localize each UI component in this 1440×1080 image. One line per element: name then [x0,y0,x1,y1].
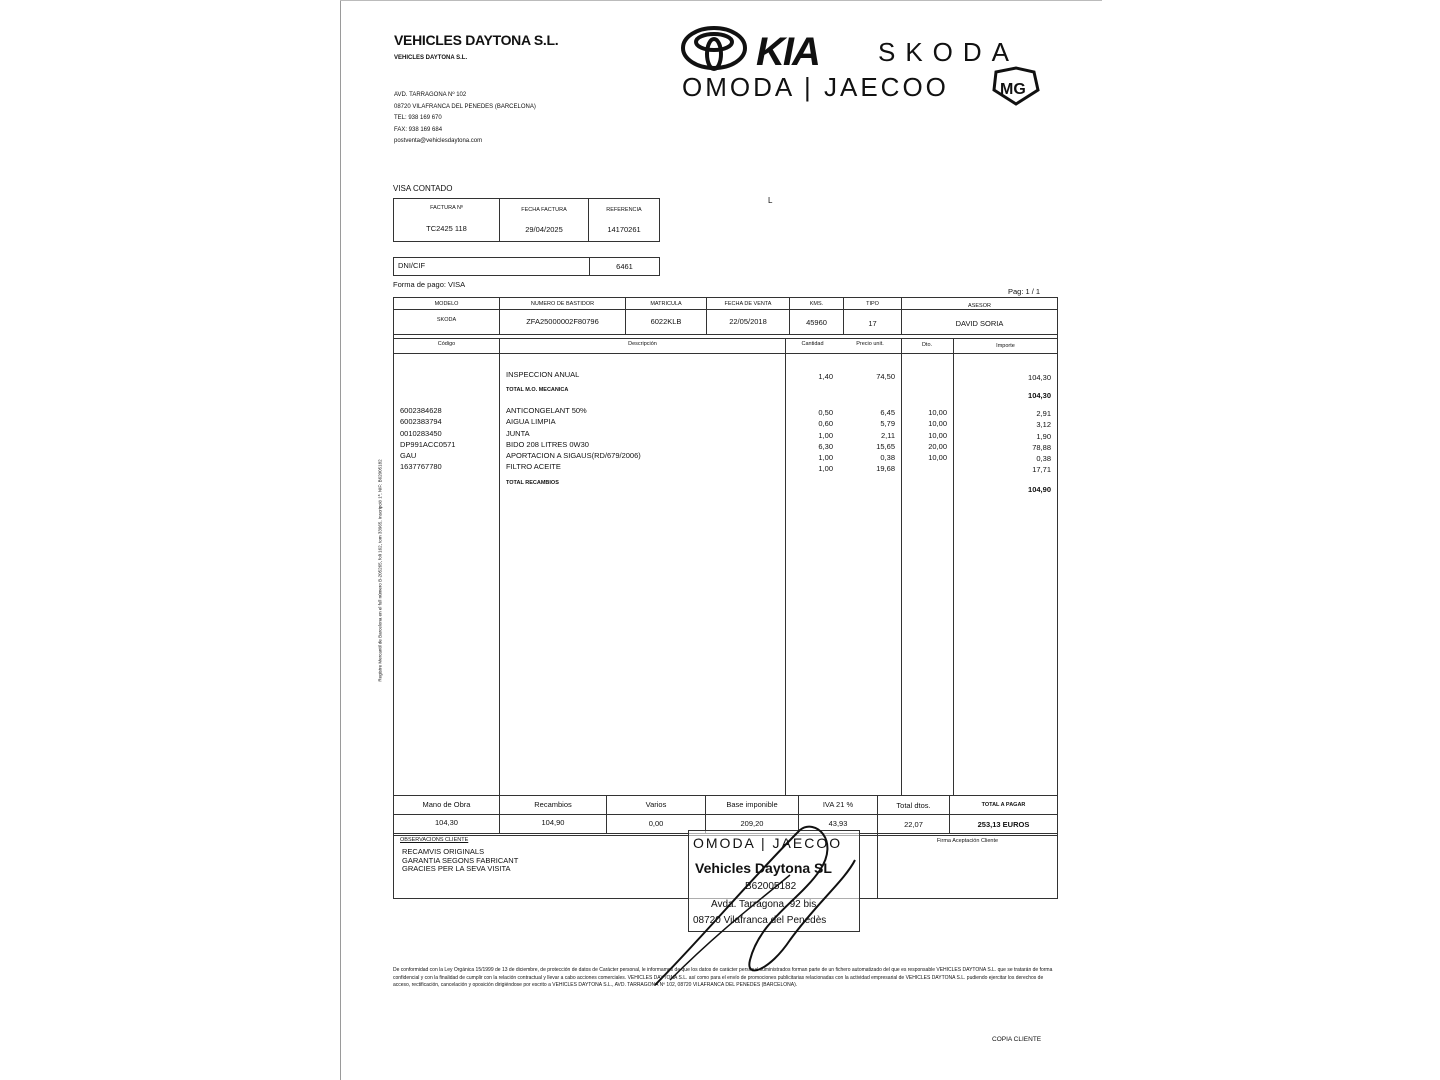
part-code: DP991ACC0571 [400,439,456,449]
part-price: 19,68 [876,464,895,474]
signature-scribble [640,820,880,990]
invoice-number: TC2425 118 [426,224,467,233]
stray-mark: L [768,196,773,205]
part-price: 2,11 [880,430,895,440]
part-description: AIGUA LIMPIA [506,417,556,427]
col-discount-header: Dto. [921,342,933,348]
kia-logo: KIA [756,30,819,74]
page-number: Pag: 1 / 1 [1008,287,1041,296]
dni-value: 6461 [616,262,633,271]
dni-label: DNI/CIF [398,261,426,270]
notes-lines [402,848,518,874]
labor-amount: 104,30 [1028,373,1051,382]
copy-label: COPIA CLIENTE [992,1036,1042,1043]
reference-label: REFERENCIA [606,207,642,213]
part-code: GAU [400,451,417,461]
total-parts-label: Recambios [534,800,572,809]
reference-number: 14170261 [607,225,641,234]
total-to-pay-label: TOTAL A PAGAR [981,802,1026,808]
parts-amounts [954,408,1051,476]
part-discount: 10,00 [928,419,947,429]
parts-prices [840,407,895,475]
total-labor-label: Mano de Obra [422,800,471,809]
signature-label: Firma Aceptación Cliente [936,838,999,844]
part-code: 1637767780 [400,462,442,472]
part-amount: 3,12 [1036,420,1051,430]
part-qty: 1,00 [818,453,833,463]
labor-price: 74,50 [876,372,895,381]
part-amount: 2,91 [1036,409,1051,418]
privacy-notice: De conformidad con la Ley Orgánica 15/1999 de 13 de diciembre, de protección de datos de Carácter personal, le informamos de que los datos de carácter personal suministrados forman parte de un fichero automatizado del que es responsable VEHICLES DAYTONA S.L. que se tratarán de forma confidencial y con la finalidad de cumplir con la relación contractual y llevar a cabo acciones comerciales. VEHICLES DAYTONA S.L. así como para el envío de promociones publicitarias relacionadas con la actividad empresarial de VEHICLES DAYTONA S.L. pudiendo ejercitar los derechos de acceso, rectificación, cancelación y oposición dirigiéndose por escrito a VEHICLES DAYTONA S.L., AVD. TARRAGONA Nº 102, 08720 VILAFRANCA DEL PENEDES (BARCELONA). [393,967,1053,988]
part-price: 6,45 [880,408,895,417]
part-discount: 10,00 [928,453,947,463]
part-price: 15,65 [876,441,895,451]
part-amount: 0,38 [1036,454,1051,464]
part-discount: 10,00 [928,430,947,440]
company-name: VEHICLES DAYTONA S.L. [394,32,559,48]
part-amount: 1,90 [1036,431,1051,441]
parts-discounts [904,407,947,463]
vehicle-advisor: DAVID SORIA [955,319,1004,328]
part-code: 6002383794 [400,417,442,427]
part-amount: 78,88 [1032,442,1051,452]
labor-total: 104,30 [1028,391,1051,400]
part-description: FILTRO ACEITE [506,462,561,472]
col-description-header: Descripción [628,341,657,347]
parts-codes [400,405,455,473]
address-line: AVD. TARRAGONA Nº 102 [394,92,467,98]
part-amount: 17,71 [1032,465,1051,475]
col-amount-header: Importe [996,343,1015,349]
vat-label: IVA 21 % [822,800,854,809]
total-discount-label: Total dtos. [896,801,931,810]
vehicle-model-label: MODELO [434,301,459,307]
page-top-edge [340,0,1102,1]
vat-amount: 43,93 [828,819,848,828]
notes-line: GARANTIA SEGONS FABRICANT [402,855,519,865]
skoda-logo: SKODA [878,37,1020,67]
part-description: ANTICONGELANT 50% [506,406,587,415]
invoice-date: 29/04/2025 [525,225,563,234]
invoice-date-label: FECHA FACTURA [521,207,567,213]
brand-logos [680,24,1052,106]
col-quantity-header: Cantidad [801,341,824,347]
vehicle-plate: 6022KLB [650,317,682,326]
parts-quantities [789,407,833,475]
part-qty: 1,00 [818,464,833,474]
vehicle-model: SKODA [436,317,457,323]
vehicle-vin-label: NUMERO DE BASTIDOR [530,301,595,307]
vehicle-advisor-label: ASESOR [968,303,991,309]
part-qty: 0,50 [818,408,833,417]
stamp-street: Avda. Tarragona, 92 bis [711,899,817,910]
labor-total-label: TOTAL M.O. MECANICA [506,387,569,393]
tax-base: 209,20 [740,819,764,828]
vehicle-type-label: TIPO [866,301,879,307]
invoice-table [393,297,1058,836]
mg-logo-text: MG [1000,81,1026,98]
notes-line: GRACIES PER LA SEVA VISITA [402,864,511,873]
col-code-header: Código [437,341,456,347]
address-line: FAX: 938 169 684 [394,126,443,133]
part-price: 5,79 [880,419,895,429]
vehicle-sale-date-label: FECHA DE VENTA [724,301,772,307]
parts-descriptions [506,405,641,473]
total-misc-label: Varios [645,800,667,809]
part-description: APORTACION A SIGAUS(RD/679/2006) [506,451,641,461]
address-line: postventa@vehiclesdaytona.com [394,138,483,144]
registry-note: Registre Mercantil de Barcelona en el full número B-205265, foli 162, tom 33965, Inscripció 1ª, NIF: B62005182 [377,459,383,682]
notes-line: RECAMVIS ORIGINALS [402,847,485,856]
vehicle-vin: ZFA25000002F80796 [526,317,599,326]
company-subname: VEHICLES DAYTONA S.L. [394,55,468,61]
part-code: 0010283450 [400,428,442,438]
vehicle-plate-label: MATRICULA [650,301,682,307]
notes-heading: OBSERVACIONS CLIENTE [400,837,469,843]
mg-logo-icon [994,68,1038,104]
total-to-pay: 253,13 EUROS [977,820,1030,829]
omoda-jaecoo-logo: OMODA | JAECOO [682,72,949,102]
part-qty: 6,30 [818,441,833,451]
stamp-brand: OMODA | JAECOO [693,835,843,851]
company-address [394,90,536,148]
part-price: 0,38 [880,453,895,463]
vehicle-kms: 45960 [806,318,827,327]
labor-qty: 1,40 [818,372,833,381]
total-parts: 104,90 [541,818,565,827]
toyota-logo-icon [683,28,745,69]
total-labor: 104,30 [435,818,458,827]
payment-title: VISA CONTADO [393,184,453,193]
vehicle-kms-label: KMS. [809,301,824,307]
dni-box [393,257,660,276]
tax-base-label: Base imponible [726,800,778,809]
total-discount: 22,07 [904,820,923,829]
stamp-company: Vehicles Daytona SL [695,860,832,876]
part-qty: 0,60 [818,419,833,429]
stamp-city: 08720 Vilafranca del Penedès [693,915,827,926]
vehicle-sale-date: 22/05/2018 [729,317,767,326]
invoice-number-label: FACTURA Nº [430,205,463,211]
part-qty: 1,00 [818,430,833,440]
part-code: 6002384628 [400,406,442,415]
vehicle-type: 17 [868,319,877,328]
parts-total-label: TOTAL RECAMBIOS [506,480,559,486]
part-discount: 10,00 [928,408,947,417]
payment-method: Forma de pago: VISA [393,280,466,289]
labor-description: INSPECCION ANUAL [506,370,580,379]
invoice-header-box [393,198,660,242]
col-unit-price-header: Precio unit. [856,341,884,347]
stamp-cif: B62005182 [745,881,797,892]
address-line: 08720 VILAFRANCA DEL PENEDES (BARCELONA) [394,103,536,110]
parts-total: 104,90 [1028,485,1051,494]
address-line: TEL: 938 169 670 [394,115,442,121]
part-description: BIDO 208 LITRES 0W30 [506,439,589,449]
part-description: JUNTA [506,428,530,438]
part-discount: 20,00 [928,441,947,451]
total-misc: 0,00 [648,819,664,828]
